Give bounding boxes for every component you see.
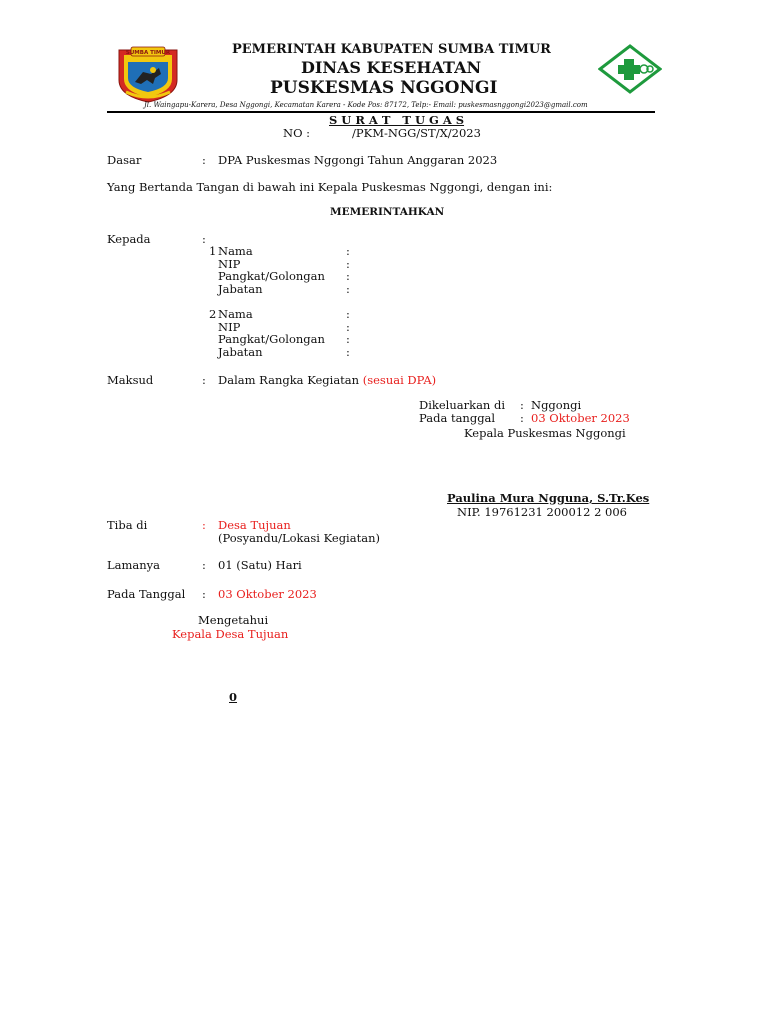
- person-2-position-colon: :: [346, 345, 350, 359]
- date-row-value: 03 Oktober 2023: [218, 587, 317, 601]
- person-1-nip-colon: :: [346, 257, 350, 271]
- letter-number-label: NO :: [283, 126, 311, 140]
- person-2-position-label: Jabatan: [218, 345, 263, 359]
- signer-name: Paulina Mura Ngguna, S.Tr.Kes: [447, 491, 650, 505]
- arrival-note: (Posyandu/Lokasi Kegiatan): [218, 531, 380, 545]
- signer-nip: NIP. 19761231 200012 2 006: [457, 505, 627, 519]
- person-1-name-label: Nama: [218, 244, 253, 258]
- intro-text: Yang Bertanda Tangan di bawah ini Kepala Puskesmas Nggongi, dengan ini:: [107, 180, 553, 194]
- arrival-colon: :: [202, 518, 206, 532]
- letter-title: S U R A T T U G A S: [329, 113, 465, 127]
- header-department: DINAS KESEHATAN: [301, 58, 482, 77]
- maksud-label: Maksud: [107, 373, 154, 387]
- date-row-colon: :: [202, 587, 206, 601]
- issued-place-label: Dikeluarkan di: [419, 398, 506, 412]
- issued-date-value: 03 Oktober 2023: [531, 411, 630, 425]
- arrival-label: Tiba di: [107, 518, 148, 532]
- person-2-nip-colon: :: [346, 320, 350, 334]
- person-2-number: 2: [209, 307, 217, 321]
- dasar-label: Dasar: [107, 153, 142, 167]
- dasar-colon: :: [202, 153, 206, 167]
- header-government: PEMERINTAH KABUPATEN SUMBA TIMUR: [232, 42, 551, 57]
- duration-value: 01 (Satu) Hari: [218, 558, 302, 572]
- person-2-rank-label: Pangkat/Golongan: [218, 332, 325, 346]
- issued-place-value: Nggongi: [531, 398, 582, 412]
- issued-place-colon: :: [520, 398, 524, 412]
- person-1-position-label: Jabatan: [218, 282, 263, 296]
- acknowledge-signature-mark: 0: [229, 690, 238, 704]
- puskesmas-logo: [598, 44, 662, 94]
- person-2-rank-colon: :: [346, 332, 350, 346]
- kepada-label: Kepada: [107, 232, 151, 246]
- person-2-nip-label: NIP: [218, 320, 241, 334]
- date-row-label: Pada Tanggal: [107, 587, 186, 601]
- person-1-nip-label: NIP: [218, 257, 241, 271]
- duration-label: Lamanya: [107, 558, 161, 572]
- person-1-rank-label: Pangkat/Golongan: [218, 269, 325, 283]
- dasar-value: DPA Puskesmas Nggongi Tahun Anggaran 2023: [218, 153, 498, 167]
- maksud-text: Dalam Rangka Kegiatan: [218, 373, 360, 387]
- command-heading: MEMERINTAHKAN: [330, 206, 445, 218]
- acknowledge-label: Mengetahui: [198, 613, 269, 627]
- duration-colon: :: [202, 558, 206, 572]
- acknowledge-position: Kepala Desa Tujuan: [172, 627, 289, 641]
- maksud-note: (sesuai DPA): [362, 373, 437, 387]
- maksud-colon: :: [202, 373, 206, 387]
- sumba-timur-logo: [113, 44, 183, 104]
- person-1-rank-colon: :: [346, 269, 350, 283]
- header-address: Jl. Waingapu-Karera, Desa Nggongi, Kecamatan Karera - Kode Pos: 87172, Telp:- Email: puskesmasnggongi2023@gmail.com: [144, 101, 588, 109]
- issued-position: Kepala Puskesmas Nggongi: [464, 426, 626, 440]
- person-1-position-colon: :: [346, 282, 350, 296]
- letter-number-value: /PKM-NGG/ST/X/2023: [352, 126, 481, 140]
- kepada-colon: :: [202, 232, 206, 246]
- person-2-name-colon: :: [346, 307, 350, 321]
- person-1-number: 1: [209, 244, 217, 258]
- issued-date-colon: :: [520, 411, 524, 425]
- maksud-value: [218, 373, 436, 387]
- issued-date-label: Pada tanggal: [419, 411, 496, 425]
- person-1-name-colon: :: [346, 244, 350, 258]
- arrival-value: Desa Tujuan: [218, 518, 291, 532]
- header-institution: PUSKESMAS NGGONGI: [270, 78, 498, 98]
- logo-banner-text: SUMBA TIMUR: [125, 50, 171, 56]
- person-2-name-label: Nama: [218, 307, 253, 321]
